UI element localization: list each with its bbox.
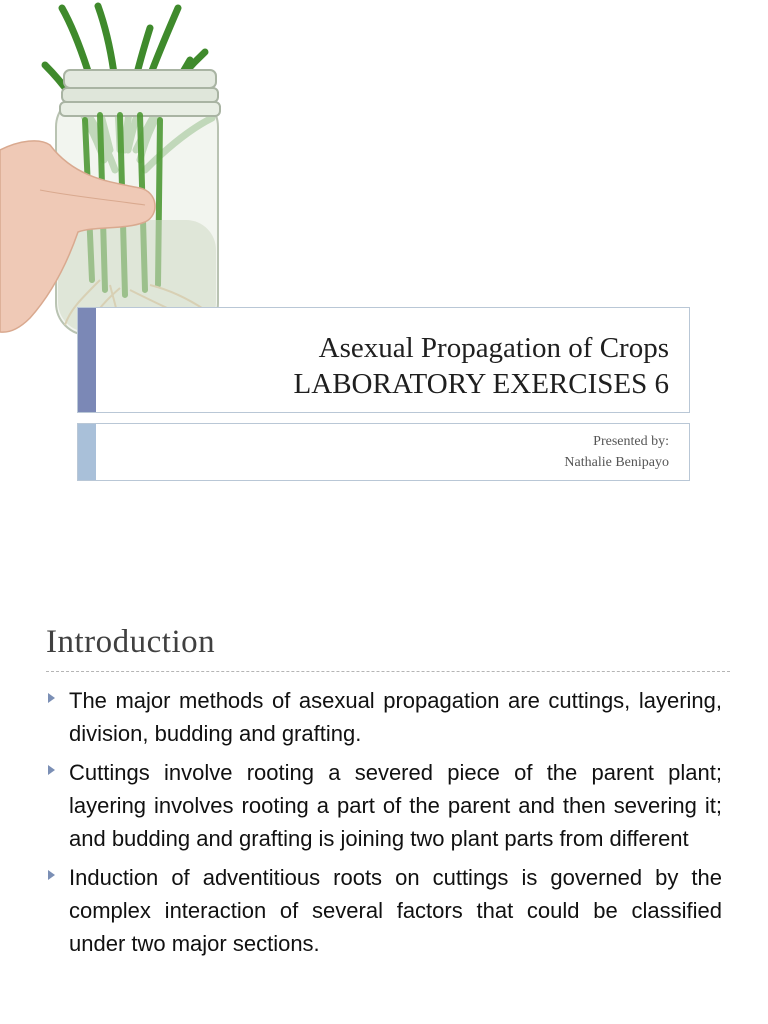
subtitle-accent-bar <box>78 424 96 480</box>
title-line-2: LABORATORY EXERCISES 6 <box>293 368 669 400</box>
title-accent-bar <box>78 308 96 412</box>
list-item <box>46 756 722 855</box>
list-item <box>46 861 722 960</box>
bullet-text: The major methods of asexual propagation are cuttings, layering, division, budding and grafting. <box>69 688 722 746</box>
list-item <box>46 684 722 750</box>
plant-jar-photo <box>0 0 230 345</box>
slide-title <box>294 330 669 402</box>
presenter-name: Nathalie Benipayo <box>564 455 669 470</box>
presented-by-label: Presented by: <box>593 434 669 449</box>
subtitle-box <box>77 423 690 481</box>
bullet-text: Induction of adventitious roots on cuttings is governed by the complex interaction of several factors that could be classified under two major sections. <box>69 865 722 956</box>
introduction-slide <box>0 512 768 1024</box>
triangle-bullet-icon <box>48 693 55 703</box>
title-line-1: Asexual Propagation of Crops <box>318 332 669 364</box>
bullet-list <box>46 684 722 966</box>
slide-heading: Introduction <box>46 624 216 660</box>
presenter-info <box>564 431 669 473</box>
heading-divider <box>46 671 730 672</box>
title-box <box>77 307 690 413</box>
bullet-text: Cuttings involve rooting a severed piece of the parent plant; layering involves rooting a part of the parent and then severing it; and budding and grafting is joining two plant parts from different <box>69 760 722 851</box>
triangle-bullet-icon <box>48 765 55 775</box>
triangle-bullet-icon <box>48 870 55 880</box>
